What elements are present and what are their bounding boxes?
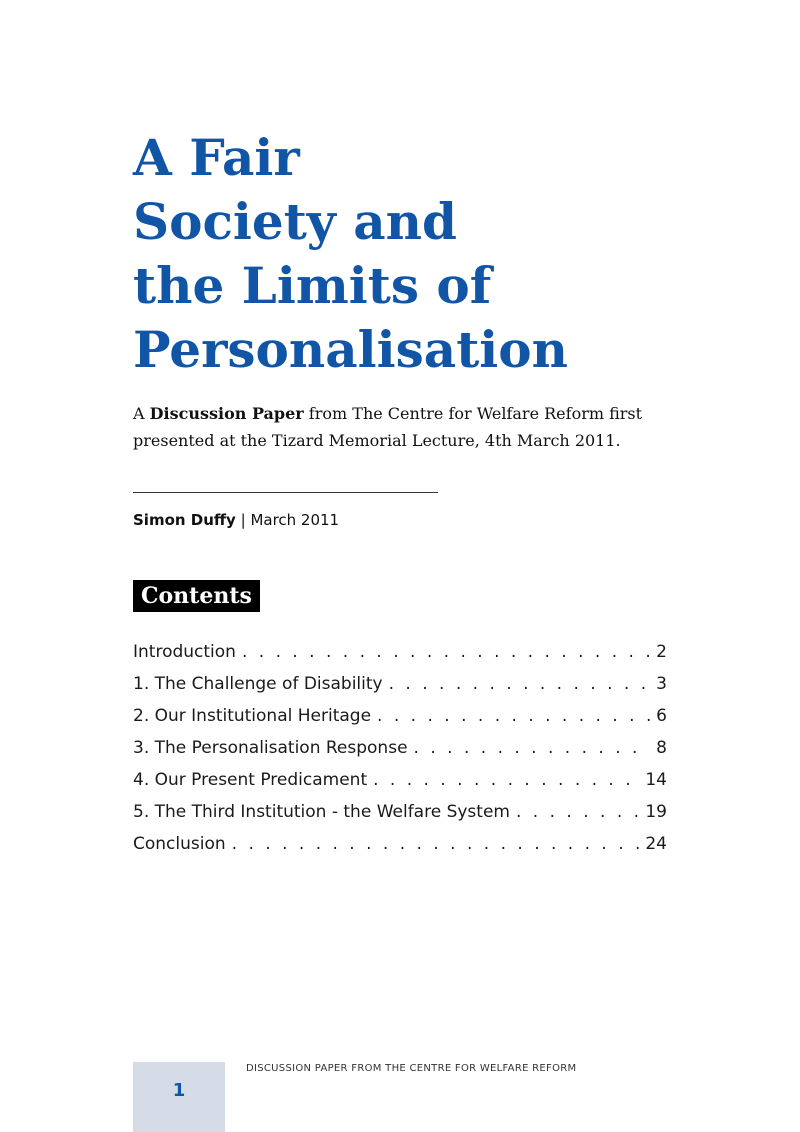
title-line-2: Society and bbox=[133, 192, 457, 251]
toc-entry-institutional-heritage[interactable] bbox=[133, 700, 667, 732]
toc-entry-label: Introduction bbox=[133, 642, 236, 662]
toc-entry-label: 3. The Personalisation Response bbox=[133, 738, 408, 758]
toc-entry-page: 14 bbox=[645, 770, 667, 790]
toc-dot-leader bbox=[232, 828, 640, 860]
toc-dot-leader bbox=[414, 732, 651, 764]
toc-entry-label: 1. The Challenge of Disability bbox=[133, 674, 383, 694]
running-footer: DISCUSSION PAPER FROM THE CENTRE FOR WELFARE REFORM bbox=[246, 1063, 577, 1074]
title-line-1: A Fair bbox=[133, 128, 300, 187]
toc-entry-label: 4. Our Present Predicament bbox=[133, 770, 368, 790]
toc-entry-page: 24 bbox=[645, 834, 667, 854]
toc-entry-third-institution[interactable] bbox=[133, 796, 667, 828]
subtitle-rest: from The Centre for Welfare Reform first presented at the Tizard Memorial Lecture, 4th March 2011. bbox=[133, 404, 643, 450]
toc-entry-challenge-of-disability[interactable] bbox=[133, 668, 667, 700]
toc-dot-leader bbox=[516, 796, 639, 828]
toc-entry-page: 8 bbox=[656, 738, 667, 758]
contents-heading: Contents bbox=[133, 580, 260, 612]
toc-entry-page: 2 bbox=[656, 642, 667, 662]
divider-rule bbox=[133, 492, 438, 493]
toc-entry-label: 2. Our Institutional Heritage bbox=[133, 706, 372, 726]
toc-entry-present-predicament[interactable] bbox=[133, 764, 667, 796]
page-number-box bbox=[133, 1062, 225, 1132]
toc-entry-label: 5. The Third Institution - the Welfare System bbox=[133, 802, 510, 822]
table-of-contents bbox=[133, 636, 667, 860]
subtitle-emphasis: Discussion Paper bbox=[149, 404, 304, 423]
publication-date: March 2011 bbox=[250, 511, 340, 529]
toc-entry-page: 19 bbox=[645, 802, 667, 822]
toc-entry-personalisation-response[interactable] bbox=[133, 732, 667, 764]
title-line-4: Personalisation bbox=[133, 320, 568, 379]
document-title bbox=[133, 126, 753, 382]
author-name: Simon Duffy bbox=[133, 511, 236, 529]
byline-separator: | bbox=[235, 511, 251, 529]
toc-dot-leader bbox=[389, 668, 651, 700]
document-subtitle bbox=[133, 400, 673, 454]
toc-entry-introduction[interactable] bbox=[133, 636, 667, 668]
subtitle-prefix: A bbox=[133, 404, 150, 423]
toc-entry-page: 3 bbox=[656, 674, 667, 694]
title-line-3: the Limits of bbox=[133, 256, 492, 315]
toc-entry-conclusion[interactable] bbox=[133, 828, 667, 860]
toc-dot-leader bbox=[377, 700, 650, 732]
toc-entry-label: Conclusion bbox=[133, 834, 226, 854]
toc-entry-page: 6 bbox=[656, 706, 667, 726]
toc-dot-leader bbox=[242, 636, 650, 668]
byline bbox=[133, 510, 339, 530]
page-number: 1 bbox=[172, 1080, 186, 1101]
toc-dot-leader bbox=[373, 764, 639, 796]
